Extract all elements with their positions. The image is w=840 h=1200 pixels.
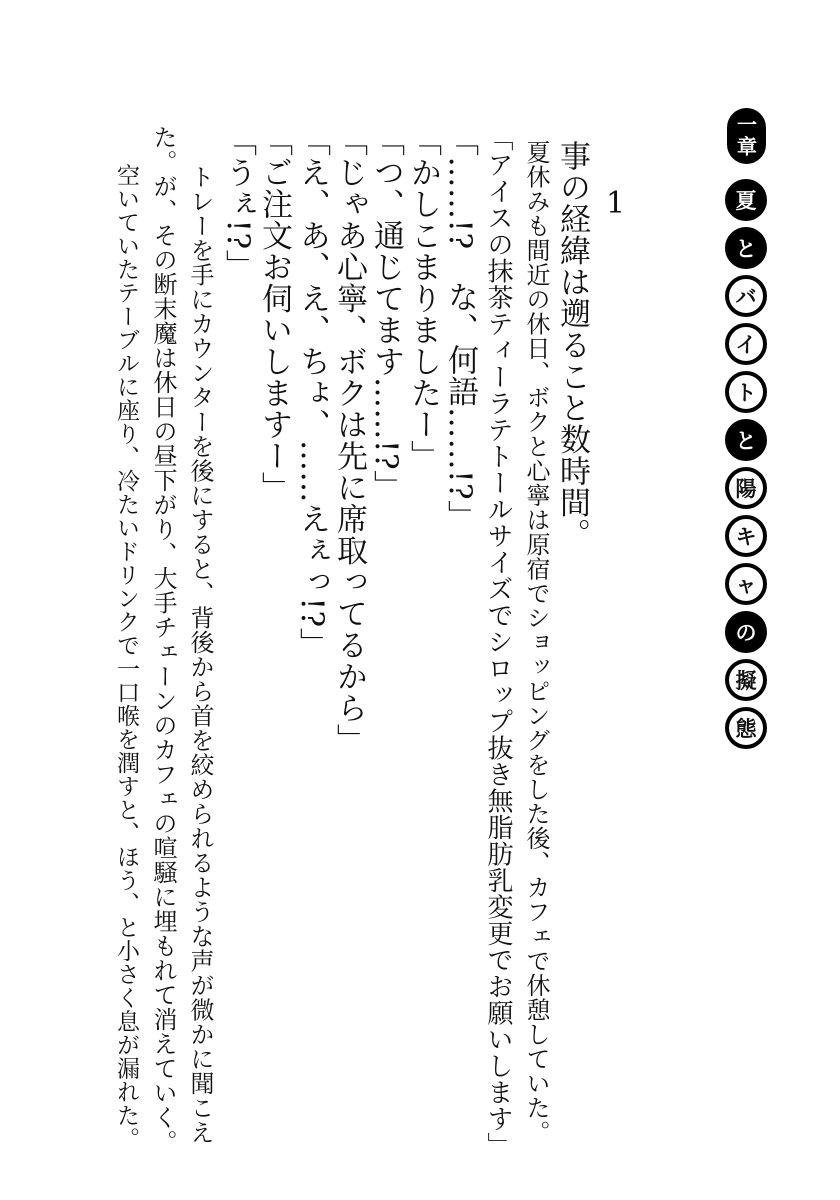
chapter-title-char: ャ	[725, 563, 767, 605]
section-number: 1	[606, 186, 626, 221]
chapter-title-char: ト	[725, 371, 767, 413]
chapter-title-char: の	[725, 611, 767, 653]
text-line: 「え、あ、え、ちょ、……えぇっ!?」	[294, 125, 330, 660]
text-line: 夏休みも間近の休日、ボクと心寧は原宿でショッピングをした後、カフェで休憩していた。	[522, 140, 550, 1145]
chapter-title-char: イ	[725, 323, 767, 365]
text-line: 「ご注文お伺いしますー」	[256, 125, 292, 503]
text-line: 「かしこまりましたー」	[405, 125, 441, 472]
text-line: 空いていたテーブルに座り、冷たいドリンクで一口喉を潤すと、ほう、と小さく息が漏れた。	[113, 140, 139, 1151]
text-line: 「……!? な、何語……!?」	[442, 125, 478, 532]
text-line: 事の経緯は遡ること数時間。	[554, 140, 590, 550]
chapter-title-char: 陽	[725, 467, 767, 509]
text-line: 「うぇ!?」	[220, 125, 256, 282]
text-line: た。が、その断末魔は休日の昼下がり、大手チェーンのカフェの喧騒に埋もれて消えていく。	[149, 125, 177, 1154]
text-line: 「つ、通じてます……!?」	[368, 125, 404, 502]
text-line: トレーを手にカウンターを後にすると、背後から首を絞められるような声が微かに聞こえ	[186, 140, 214, 1145]
chapter-title-char: 態	[725, 707, 767, 749]
chapter-number: 一章	[727, 108, 766, 164]
chapter-title-char: 擬	[725, 659, 767, 701]
chapter-title-char: 夏	[725, 179, 767, 221]
chapter-title-char: キ	[725, 515, 767, 557]
text-line: 「じゃあ心寧、ボクは先に席取ってるから」	[331, 125, 367, 755]
text-line: 「アイスの抹茶ティーラテトールサイズでシロップ抜き無脂肪乳変更でお願いします」	[483, 125, 513, 1159]
chapter-title-char: と	[725, 227, 767, 269]
chapter-title-char: と	[725, 419, 767, 461]
chapter-heading	[722, 108, 770, 752]
chapter-title-char: バ	[725, 275, 767, 317]
